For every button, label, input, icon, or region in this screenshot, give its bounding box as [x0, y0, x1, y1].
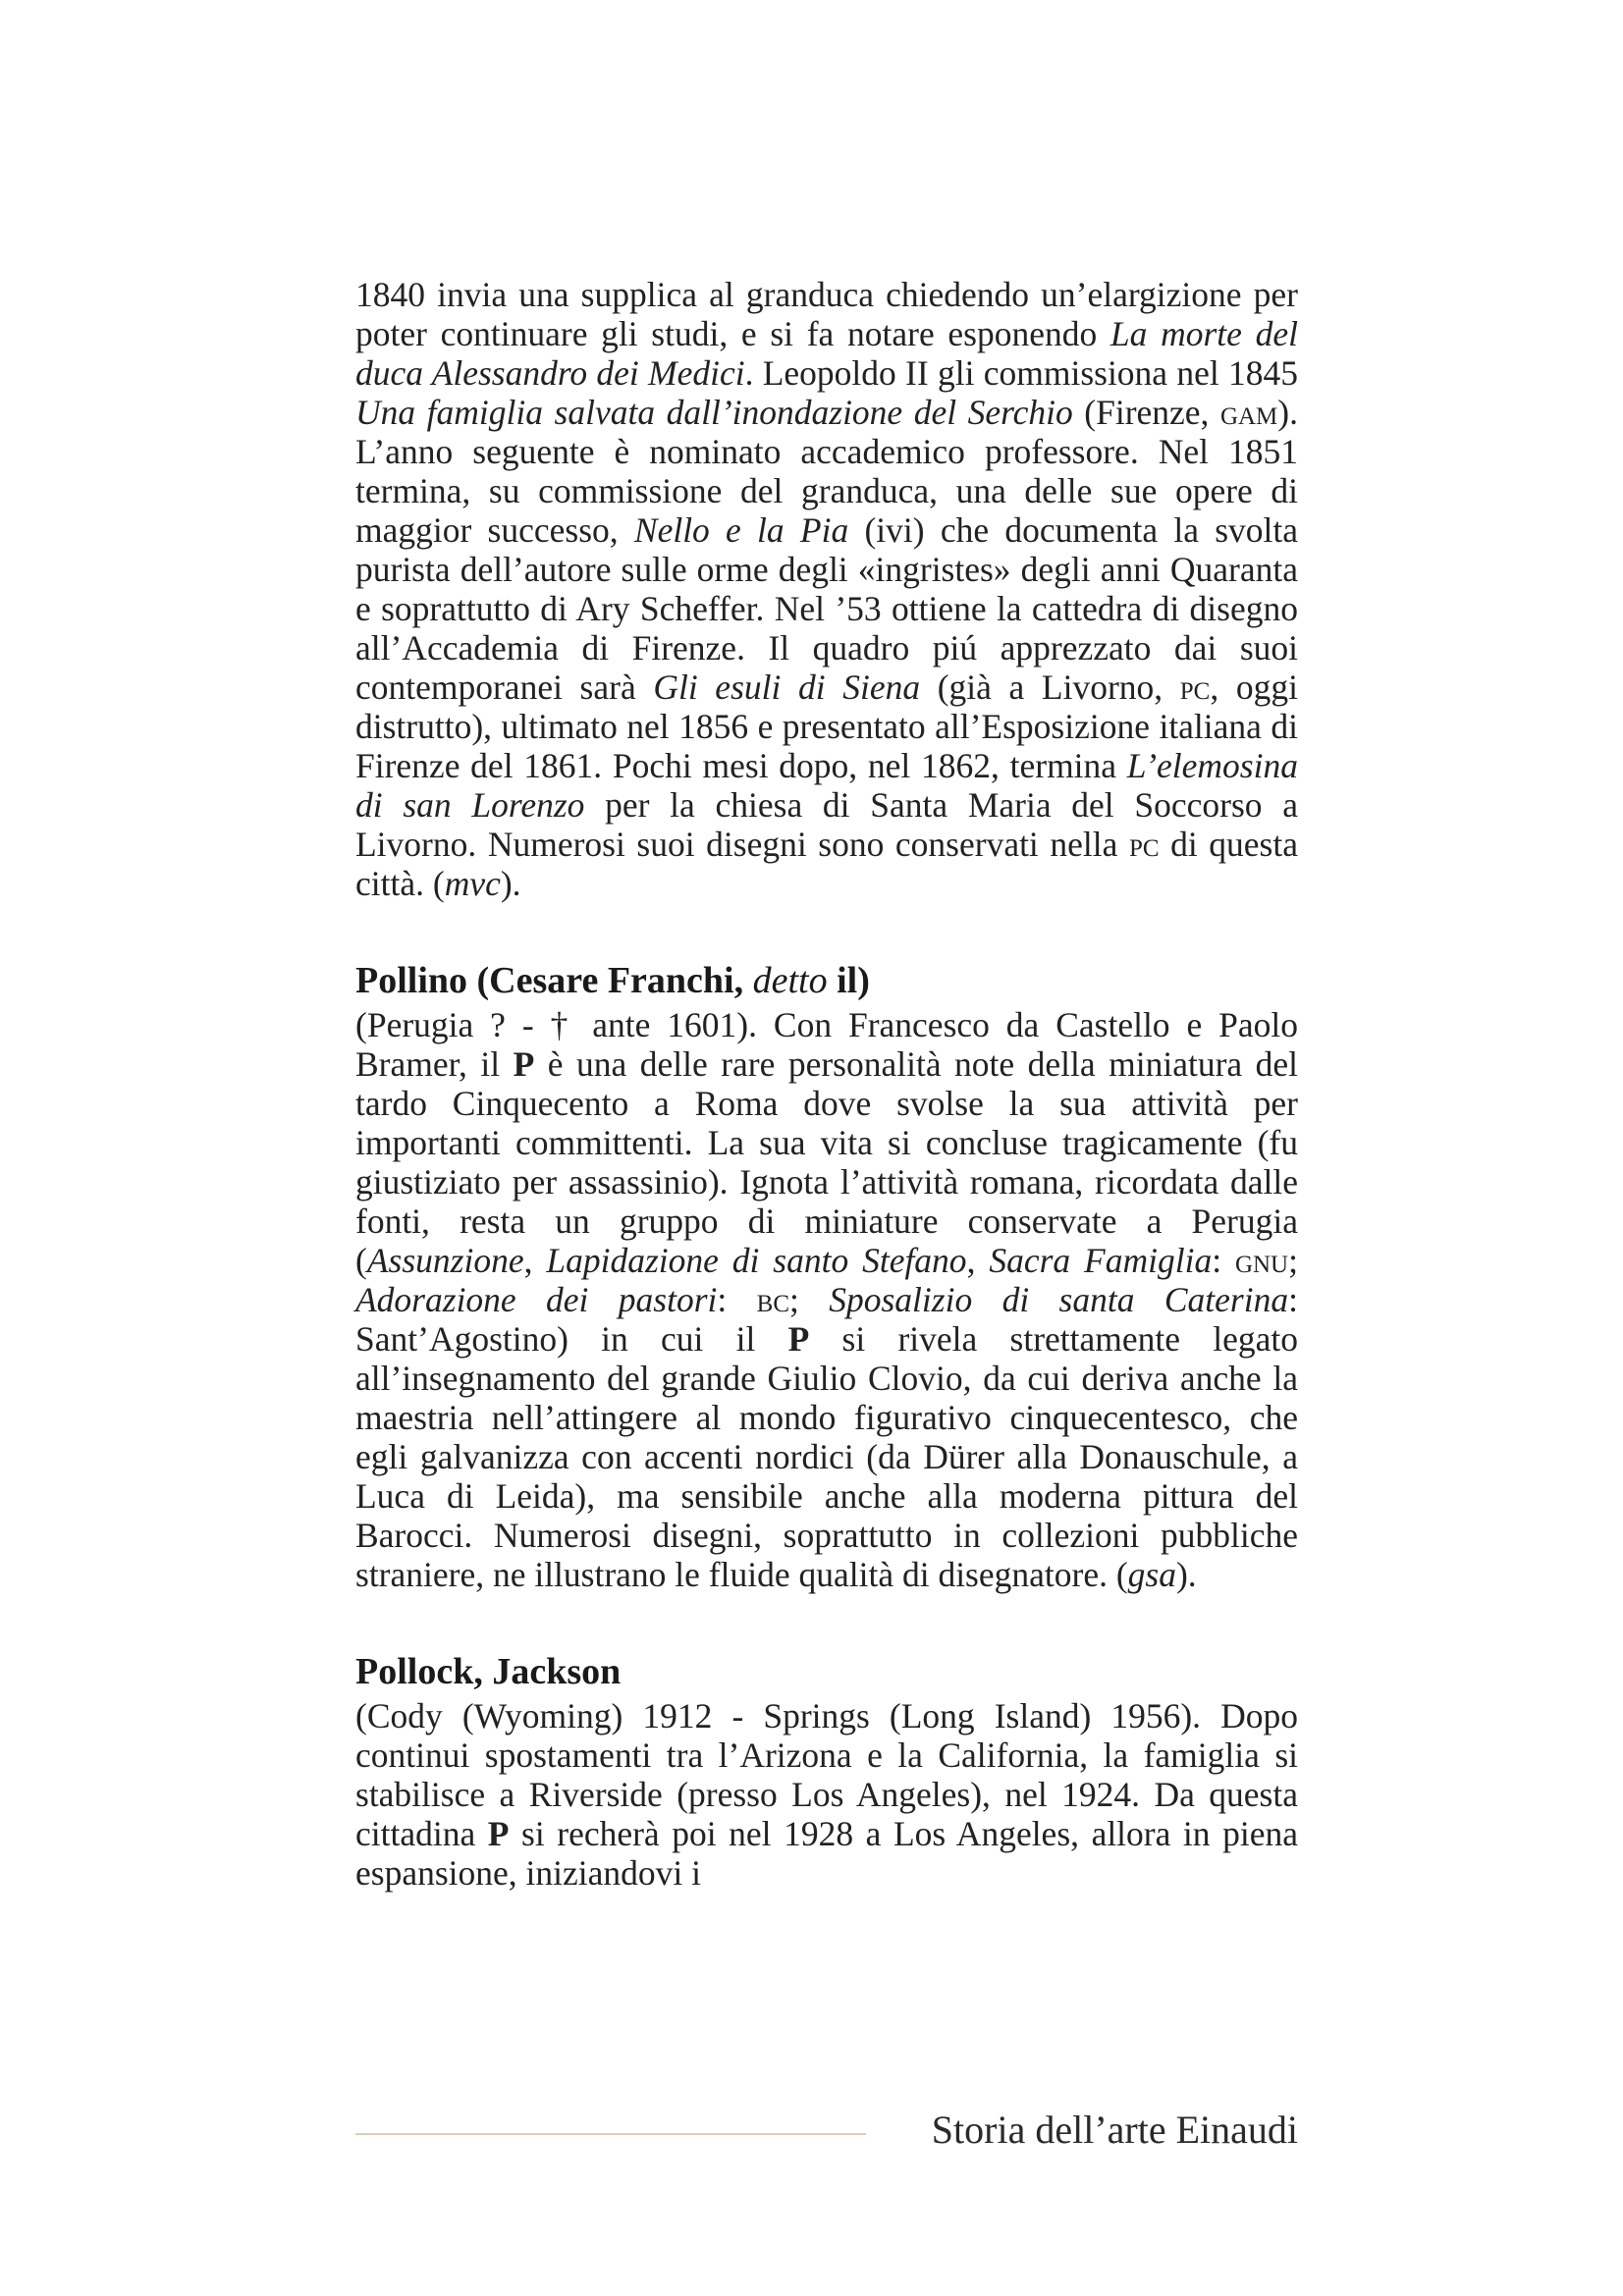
text-run: , — [523, 1241, 547, 1280]
text-run: si recherà poi nel 1928 a Los Angeles, allora in piena espansione, iniziandovi i — [355, 1814, 1298, 1893]
italic-text: La morte del duca Alessandro dei Medici — [355, 314, 1298, 393]
text-run: : Sant’Agostino) in cui il — [355, 1280, 1298, 1359]
text-run: si rivela strettamente legato all’insegnamento del grande Giulio Clovio, da cui deriva anche la maestria nell’attingere al mondo figurativo cinquecentesco, che egli galvanizza con accenti nordici (da Dürer alla Donauschule, a Luca di Leida), ma sensibile anche alla moderna pittura del Barocci. Numerosi disegni, soprattutto in collezioni pubbliche straniere, ne illustrano le fluide qualità di disegnatore. ( — [355, 1319, 1298, 1594]
text-run: : — [717, 1280, 757, 1319]
text-run: ). — [1175, 1555, 1197, 1594]
small-caps-abbreviation: gnu — [1234, 1241, 1289, 1280]
text-run: il) — [827, 960, 870, 1001]
italic-text: Sposalizio di santa Caterina — [829, 1280, 1289, 1319]
page-footer — [355, 2101, 1298, 2160]
text-run: 1840 invia una supplica al granduca chiedendo un’elargizione per poter continuare gli studi, e si fa notare esponendo — [355, 275, 1298, 353]
text-run: , — [966, 1241, 990, 1280]
italic-text: mvc — [444, 864, 501, 903]
entry-paragraph-pollino — [355, 1005, 1298, 1594]
italic-text: Assunzione — [366, 1241, 524, 1280]
text-run: . Leopoldo II gli commissiona nel 1845 — [744, 353, 1298, 393]
entry-heading-pollock — [355, 1649, 1298, 1694]
small-caps-abbreviation: pc — [1128, 825, 1160, 864]
italic-text: L’elemosina di san Lorenzo — [355, 746, 1298, 825]
small-caps-abbreviation: bc — [756, 1280, 789, 1319]
italic-text: Una famiglia salvata dall’inondazione del Serchio — [355, 393, 1073, 432]
text-run: di questa città. ( — [355, 825, 1298, 903]
entry-paragraph-pollock — [355, 1696, 1298, 1893]
text-run: (Firenze, — [1072, 393, 1220, 432]
text-run: Pollock, Jackson — [355, 1651, 622, 1692]
entry-continuation-paragraph — [355, 275, 1298, 903]
text-run: (Cody (Wyoming) 1912 - Springs (Long Island) 1956). Dopo continui spostamenti tra l’Arizona e la California, la famiglia si stabilisce a Riverside (presso Los Angeles), nel 1924. Da questa cittadina — [355, 1696, 1298, 1853]
entry-heading-pollino — [355, 958, 1298, 1003]
italic-text: Sacra Famiglia — [989, 1241, 1213, 1280]
text-run: (ivi) che documenta la svolta purista dell’autore sulle orme degli «ingristes» degli anni Quaranta e soprattutto di Ary Scheffer. Nel ’53 ottiene la cattedra di disegno all’Accademia di Firenze. Il quadro piú apprezzato dai suoi contemporanei sarà — [355, 510, 1298, 707]
small-caps-abbreviation: pc — [1179, 667, 1211, 707]
italic-text: Adorazione dei pastori — [355, 1280, 718, 1319]
italic-text: gsa — [1127, 1555, 1176, 1594]
text-run: ). — [500, 864, 521, 903]
text-run: , oggi distrutto), ultimato nel 1856 e presentato all’Esposizione italiana di Firenze del 1861. Pochi mesi dopo, nel 1862, termina — [355, 667, 1298, 785]
text-run: ). L’anno seguente è nominato accademico professore. Nel 1851 termina, su commissione del granduca, una delle sue opere di maggior successo, — [355, 393, 1298, 550]
footer-title: Storia dell’arte Einaudi — [931, 2108, 1298, 2152]
text-run: (Perugia ? - † ante 1601). Con Francesco da Castello e Paolo Bramer, il — [355, 1005, 1298, 1084]
italic-text: Nello e la Pia — [633, 510, 849, 550]
small-caps-abbreviation: gam — [1219, 393, 1278, 432]
text-run: ; — [789, 1280, 830, 1319]
text-run: è una delle rare personalità note della miniatura del tardo Cinquecento a Roma dove svolse la sua attività per importanti committenti. La sua vita si concluse tragicamente (fu giustiziato per assassinio). Ignota l’attività romana, ricordata dalle fonti, resta un gruppo di miniature conservate a Perugia ( — [355, 1044, 1298, 1280]
text-run: (già a Livorno, — [920, 667, 1180, 707]
text-run: : — [1212, 1241, 1235, 1280]
bold-initial: P — [513, 1044, 535, 1084]
text-run: per la chiesa di Santa Maria del Soccorso a Livorno. Numerosi suoi disegni sono conservati nella — [355, 785, 1298, 864]
italic-text: Lapidazione di santo Stefano — [546, 1241, 967, 1280]
text-run: ; — [1288, 1241, 1298, 1280]
footer-rule — [355, 2133, 866, 2135]
bold-initial: P — [487, 1814, 510, 1853]
italic-text: Gli esuli di Siena — [653, 667, 921, 707]
italic-text: detto — [752, 960, 828, 1001]
bold-initial: P — [787, 1319, 810, 1359]
text-column — [355, 275, 1298, 1893]
text-run: Pollino (Cesare Franchi, — [355, 960, 753, 1001]
